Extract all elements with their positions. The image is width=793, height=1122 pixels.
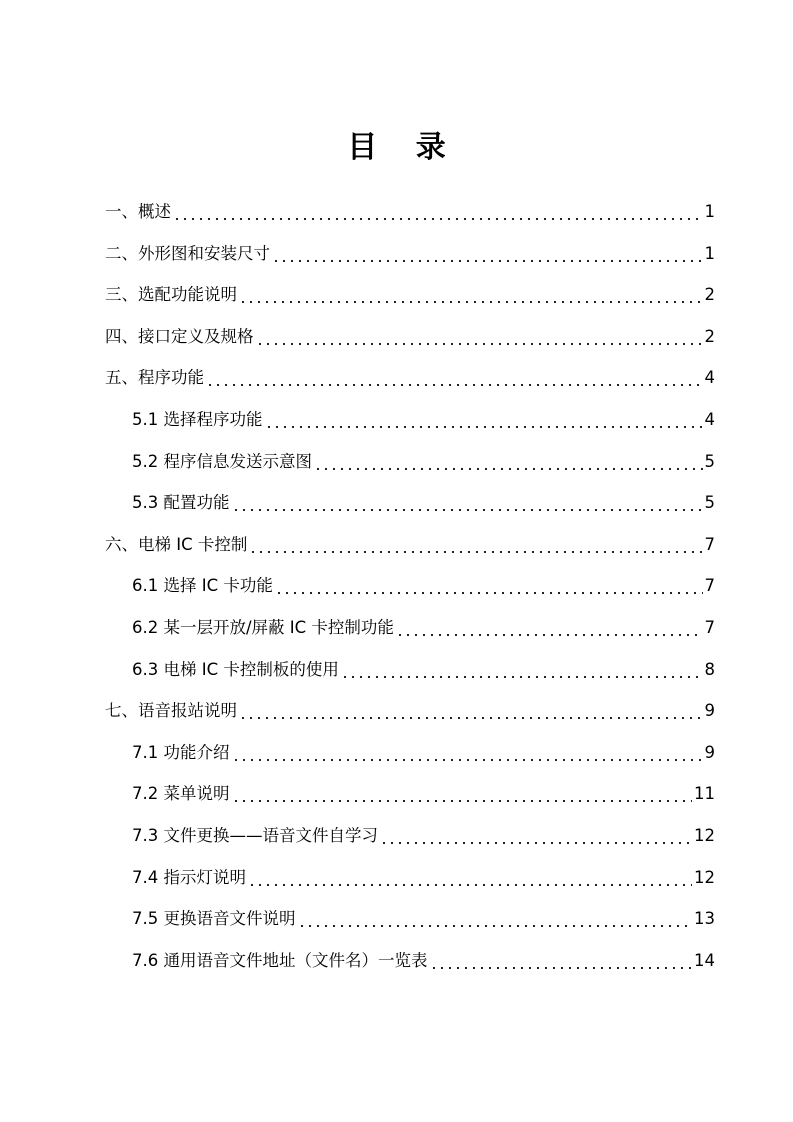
toc-entry-page-number: 12 xyxy=(694,868,715,888)
toc-entry-page-number: 1 xyxy=(704,202,715,222)
toc-entry[interactable] xyxy=(132,899,715,940)
toc-entry[interactable] xyxy=(105,275,715,316)
toc-dot-leader xyxy=(430,966,693,970)
toc-entry[interactable] xyxy=(132,858,715,899)
toc-entry[interactable] xyxy=(105,691,715,732)
toc-dot-leader xyxy=(298,924,693,928)
toc-entry-label: 7.4 指示灯说明 xyxy=(132,868,246,888)
toc-entry[interactable] xyxy=(105,525,715,566)
toc-dot-leader xyxy=(272,259,703,263)
toc-dot-leader xyxy=(249,550,702,554)
toc-entry-label: 6.2 某一层开放/屏蔽 IC 卡控制功能 xyxy=(132,618,394,638)
toc-entry-label: 四、接口定义及规格 xyxy=(105,327,254,347)
toc-dot-leader xyxy=(239,716,703,720)
toc-entry[interactable] xyxy=(132,816,715,857)
toc-dot-leader xyxy=(173,217,703,221)
toc-dot-leader xyxy=(380,841,692,845)
toc-entry[interactable] xyxy=(132,442,715,483)
toc-entry-page-number: 11 xyxy=(694,784,715,804)
toc-entry-label: 5.3 配置功能 xyxy=(132,493,230,513)
toc-entry-page-number: 5 xyxy=(704,452,715,472)
toc-entry-page-number: 2 xyxy=(704,285,715,305)
toc-entry-label: 5.1 选择程序功能 xyxy=(132,410,263,430)
toc-dot-leader xyxy=(248,883,692,887)
toc-entry-page-number: 9 xyxy=(704,743,715,763)
toc-entry-page-number: 5 xyxy=(704,493,715,513)
toc-entry[interactable] xyxy=(105,192,715,233)
toc-dot-leader xyxy=(232,508,703,512)
toc-entry-label: 6.3 电梯 IC 卡控制板的使用 xyxy=(132,660,339,680)
toc-entry-label: 二、外形图和安装尺寸 xyxy=(105,244,270,264)
page-title: 目 录 xyxy=(347,130,460,165)
toc-dot-leader xyxy=(341,675,703,679)
toc-entry[interactable] xyxy=(132,608,715,649)
toc-dot-leader xyxy=(314,467,703,471)
toc-entry-label: 六、电梯 IC 卡控制 xyxy=(105,535,248,555)
toc-entry[interactable] xyxy=(132,483,715,524)
toc-entry[interactable] xyxy=(132,733,715,774)
toc-dot-leader xyxy=(232,758,703,762)
toc-dot-leader xyxy=(206,383,703,387)
toc-entry-label: 一、概述 xyxy=(105,202,171,222)
toc-entry-label: 七、语音报站说明 xyxy=(105,701,237,721)
toc-entry[interactable] xyxy=(132,650,715,691)
toc-dot-leader xyxy=(396,633,703,637)
toc-entry-label: 5.2 程序信息发送示意图 xyxy=(132,452,312,472)
toc-entry-page-number: 2 xyxy=(704,327,715,347)
toc-entry-page-number: 9 xyxy=(704,701,715,721)
toc-entry[interactable] xyxy=(132,774,715,815)
toc-entry-page-number: 14 xyxy=(694,951,715,971)
toc-entry-label: 7.3 文件更换——语音文件自学习 xyxy=(132,826,378,846)
toc-dot-leader xyxy=(256,342,703,346)
toc-entry[interactable] xyxy=(105,358,715,399)
toc-entry-label: 五、程序功能 xyxy=(105,368,204,388)
toc-entry-label: 7.1 功能介绍 xyxy=(132,743,230,763)
toc-entry[interactable] xyxy=(132,941,715,982)
toc-entry-page-number: 13 xyxy=(694,909,715,929)
toc-dot-leader xyxy=(232,799,693,803)
toc-entry-label: 7.5 更换语音文件说明 xyxy=(132,909,296,929)
toc-entry[interactable] xyxy=(105,317,715,358)
toc-dot-leader xyxy=(265,425,703,429)
toc-entry-page-number: 4 xyxy=(704,410,715,430)
toc-dot-leader xyxy=(275,591,703,595)
toc-entry[interactable] xyxy=(105,234,715,275)
toc-entry-label: 7.6 通用语音文件地址（文件名）一览表 xyxy=(132,951,428,971)
toc-entry-page-number: 1 xyxy=(704,244,715,264)
toc-entry-page-number: 4 xyxy=(704,368,715,388)
toc-entry[interactable] xyxy=(132,566,715,607)
toc-entry-label: 三、选配功能说明 xyxy=(105,285,237,305)
toc-entry-page-number: 7 xyxy=(704,576,715,596)
toc-entry-label: 6.1 选择 IC 卡功能 xyxy=(132,576,273,596)
toc-entry-page-number: 12 xyxy=(694,826,715,846)
toc-entry[interactable] xyxy=(132,400,715,441)
toc-entry-page-number: 7 xyxy=(704,618,715,638)
toc-dot-leader xyxy=(239,300,703,304)
toc-entry-page-number: 8 xyxy=(704,660,715,680)
toc-entry-label: 7.2 菜单说明 xyxy=(132,784,230,804)
toc-entry-page-number: 7 xyxy=(704,535,715,555)
